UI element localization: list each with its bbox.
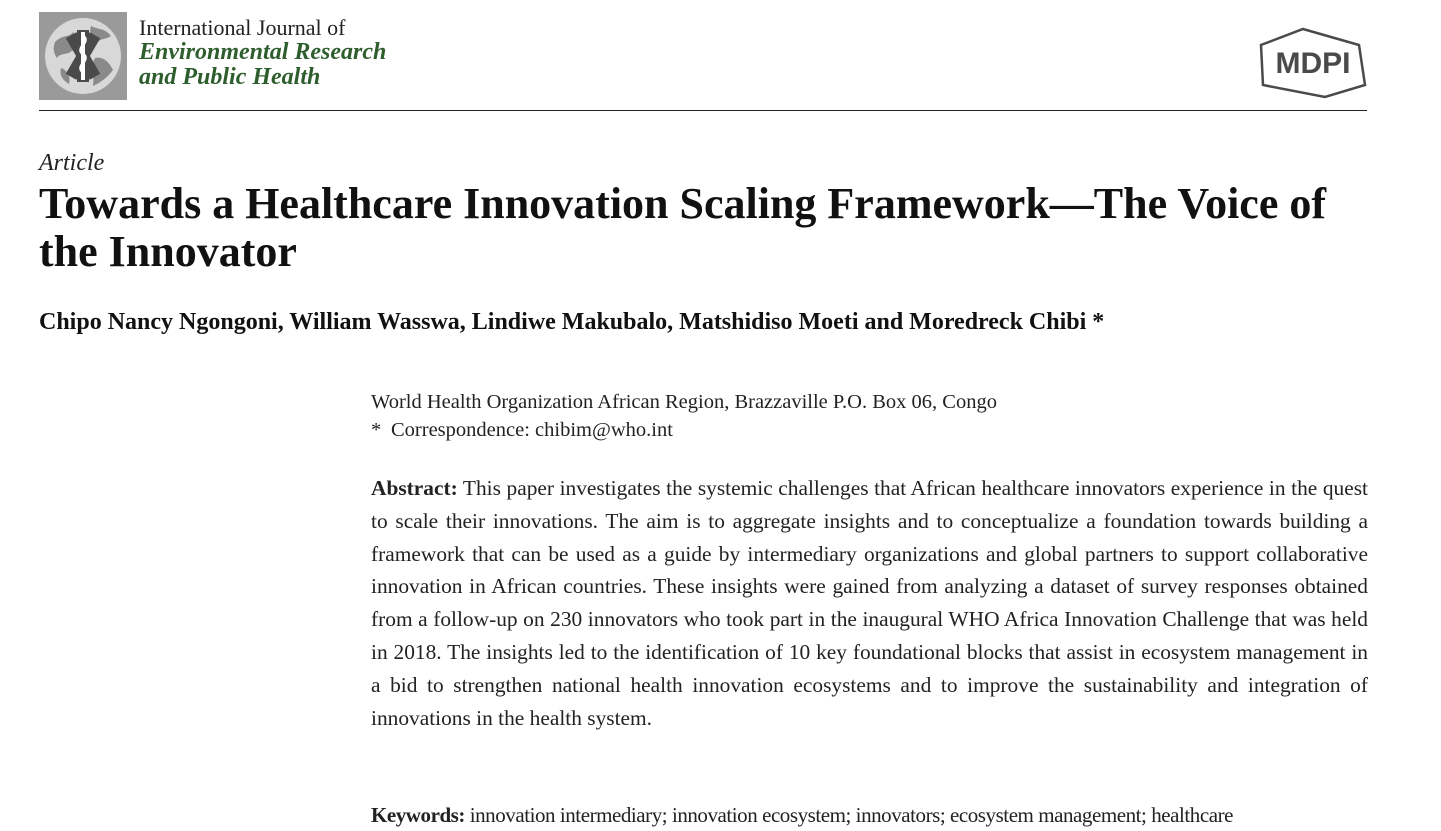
- abstract-text: This paper investigates the systemic challenges that African healthcare innovators experience in the quest to scale their innovations. The aim is to aggregate insights and to conceptualize a foundation towards building a framework that can be used as a guide by intermediary organizations and global partners to support collaborative innovation in African countries. These insights were gained from analyzing a dataset of survey responses obtained from a follow-up on 230 innovators who took part in the inaugural WHO Africa Innovation Challenge that was held in 2018. The insights led to the identification of 10 key foundational blocks that assist in ecosystem management in a bid to strengthen national health innovation ecosystems and to improve the sustainability and integration of innovations in the health system.: [371, 476, 1368, 730]
- correspondence: [371, 416, 1371, 444]
- keywords: [371, 800, 1371, 830]
- journal-name-line1: International Journal of: [139, 15, 346, 40]
- correspondence-marker: *: [371, 419, 382, 441]
- journal-header: [39, 12, 1367, 111]
- mdpi-logo: [1259, 27, 1367, 99]
- abstract-label: Abstract:: [371, 476, 458, 500]
- author-list: Chipo Nancy Ngongoni, William Wasswa, Lindiwe Makubalo, Matshidiso Moeti and Moredreck Chibi *: [39, 309, 1105, 335]
- keywords-text: innovation intermediary; innovation ecosystem; innovators; ecosystem management; healthcare: [469, 803, 1233, 827]
- journal-name-line2: Environmental Research: [139, 39, 387, 65]
- article-type: Article: [39, 150, 105, 176]
- affiliation: World Health Organization African Region, Brazzaville P.O. Box 06, Congo: [371, 391, 997, 413]
- article-title: Towards a Healthcare Innovation Scaling Framework—The Voice of the Innovator: [39, 179, 1327, 276]
- journal-name: [139, 16, 559, 90]
- correspondence-text: Correspondence: chibim@who.int: [391, 419, 673, 441]
- mdpi-logo-text: MDPI: [1275, 47, 1351, 80]
- journal-logo: [39, 12, 127, 100]
- journal-name-line3: and Public Health: [139, 64, 321, 90]
- affiliations: [371, 388, 1371, 444]
- keywords-label: Keywords:: [371, 803, 465, 827]
- abstract: [371, 472, 1368, 734]
